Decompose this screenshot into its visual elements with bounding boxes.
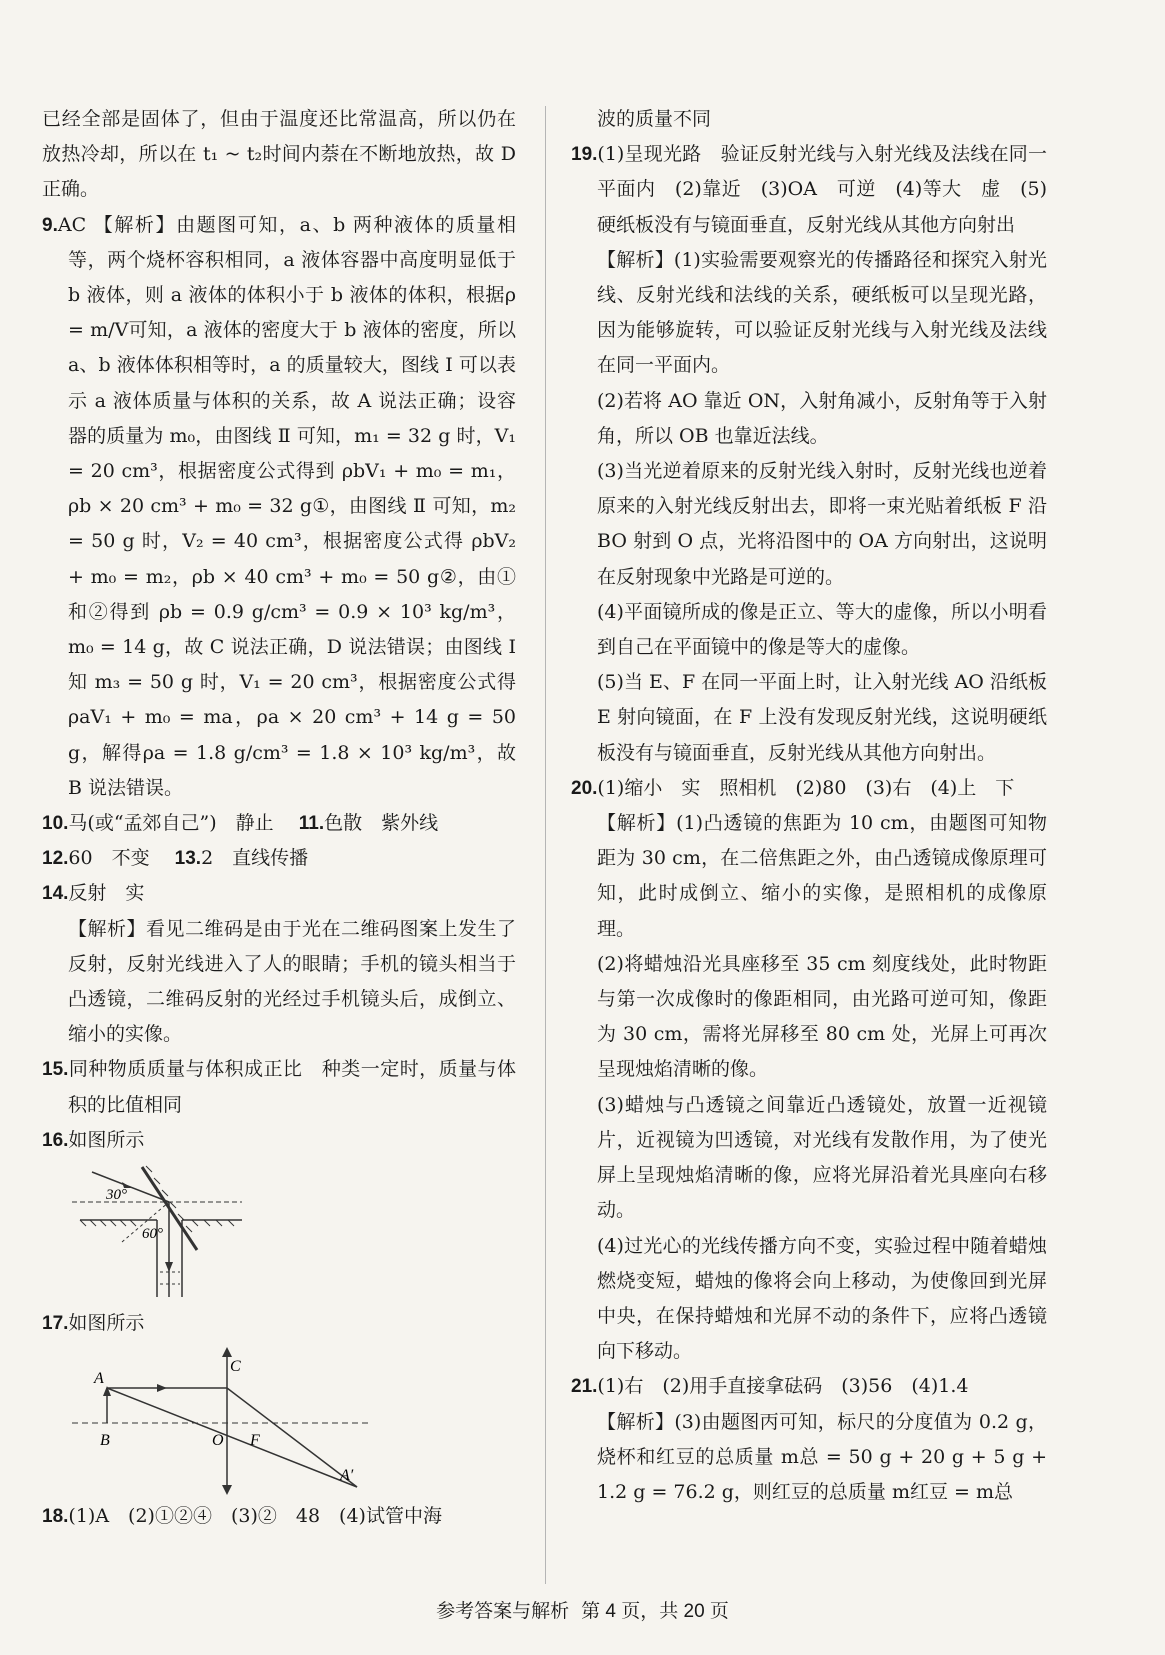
left-column	[42, 102, 516, 1535]
answer-20-analysis-1: 【解析】(1)凸透镜的焦距为 10 cm，由题图可知物距为 30 cm，在二倍焦距之外，由凸透镜成像原理可知，此时成倒立、缩小的实像，是照相机的成像原理。	[597, 812, 1047, 940]
answer-17: 17.如图所示	[42, 1312, 145, 1335]
answer-19-analysis-2: (2)若将 AO 靠近 ON，入射角减小，反射角等于入射角，所以 OB 也靠近法线。	[597, 389, 1047, 447]
label-C: C	[230, 1358, 241, 1376]
column-divider	[545, 106, 546, 1584]
answer-19-analysis-3: (3)当光逆着原来的反射光线入射时，反射光线也逆着原来的入射光线反射出去，即将一束光贴着纸板 F 沿 BO 射到 O 点，光将沿图中的 OA 方向射出，这说明在反射现象中光路是可逆的。	[597, 460, 1047, 588]
answer-16: 16.如图所示	[42, 1128, 145, 1151]
paragraph-continued: 已经全部是固体了，但由于温度还比常温高，所以仍在放热冷却，所以在 t₁ ~ t₂时间内萘在不断地放热，故 D 正确。	[42, 108, 516, 201]
answer-20-analysis-2: (2)将蜡烛沿光具座移至 35 cm 刻度线处，此时物距与第一次成像时的像距相同，由光路可逆可知，像距为 30 cm，需将光屏移至 80 cm 处，光屏上可再次呈现烛焰清晰的像。	[597, 952, 1047, 1081]
answer-14: 14.反射 实	[42, 882, 145, 905]
answer-19: 19.(1)呈现光路 验证反射光线与入射光线及法线在同一平面内 (2)靠近 (3)OA 可逆 (4)等大 虚 (5)硬纸板没有与镜面垂直，反射光线从其他方向射出	[571, 143, 1047, 236]
footer-page-number: 第 4 页，共 20 页	[581, 1601, 729, 1622]
answer-21-analysis-1: 【解析】(3)由题图丙可知，标尺的分度值为 0.2 g，烧杯和红豆的总质量 m总 = 50 g + 20 g + 5 g + 1.2 g = 76.2 g，则红豆的总质量 m红豆 = m总	[597, 1410, 1047, 1503]
answer-20-analysis-3: (3)蜡烛与凸透镜之间靠近凸透镜处，放置一近视镜片，近视镜为凹透镜，对光线有发散作用，为了使光屏上呈现烛焰清晰的像，应将光屏沿着光具座向右移动。	[597, 1093, 1047, 1222]
answer-18: 18.(1)A (2)①②④ (3)② 48 (4)试管中海	[42, 1505, 442, 1528]
label-F: F	[250, 1432, 260, 1450]
reflection-diagram	[72, 1162, 272, 1302]
answer-21: 21.(1)右 (2)用手直接拿砝码 (3)56 (4)1.4	[571, 1375, 969, 1398]
label-O: O	[212, 1432, 224, 1450]
answer-19-analysis-4: (4)平面镜所成的像是正立、等大的虚像，所以小明看到自己在平面镜中的像是等大的虚像。	[597, 600, 1047, 659]
angle-30-label: 30°	[106, 1187, 127, 1204]
page-footer	[0, 1596, 1165, 1623]
answer-12-13: 12.60 不变 13.2 直线传播	[42, 847, 309, 870]
right-column	[571, 102, 1047, 1510]
answer-14-analysis: 【解析】看见二维码是由于光在二维码图案上发生了反射，反射光线进入了人的眼睛；手机的镜头相当于凸透镜，二维码反射的光经过手机镜头后，成倒立、缩小的实像。	[68, 917, 516, 1046]
answer-20-analysis-4: (4)过光心的光线传播方向不变，实验过程中随着蜡烛燃烧变短，蜡烛的像将会向上移动，为使像回到光屏中央，在保持蜡烛和光屏不动的条件下，应将凸透镜向下移动。	[597, 1234, 1047, 1363]
answer-10-11: 10.马(或“孟郊自己”) 静止 11.色散 紫外线	[42, 812, 439, 835]
answer-19-analysis-1: 【解析】(1)实验需要观察光的传播路径和探究入射光线、反射光线和法线的关系，硬纸板可以呈现光路，因为能够旋转，可以验证反射光线与入射光线及法线在同一平面内。	[597, 248, 1047, 377]
label-B: B	[100, 1432, 110, 1450]
angle-60-label: 60°	[142, 1226, 163, 1243]
answer-9: 9.AC 【解析】由题图可知，a、b 两种液体的质量相等，两个烧杯容积相同，a 液体容器中高度明显低于 b 液体，则 a 液体的体积小于 b 液体的体积，根据ρ = m/V可知，a 液体的密度大于 b 液体的密度，所以 a、b 液体体积相等时，a 的质量较大，图线 Ⅰ 可以表示 a 液体质量与体积的关系，故 A 说法正确；设容器的质量为 m₀，由图线 Ⅱ 可知，m₁ = 32 g 时，V₁ = 20 cm³，根据密度公式得到 ρbV₁ + m₀ = m₁，ρb × 20 cm³ + m₀ = 32 g①，由图线 Ⅱ 可知，m₂ = 50 g 时，V₂ = 40 cm³，根据密度公式得 ρbV₂ + m₀ = m₂，ρb × 40 cm³ + m₀ = 50 g②，由①和②得到 ρb = 0.9 g/cm³ = 0.9 × 10³ kg/m³，m₀ = 14 g，故 C 说法正确，D 说法错误；由图线 Ⅰ 知 m₃ = 50 g 时，V₁ = 20 cm³，根据密度公式得ρaV₁ + m₀ = ma，ρa × 20 cm³ + 14 g = 50 g，解得ρa = 1.8 g/cm³ = 1.8 × 10³ kg/m³，故 B 说法错误。	[42, 213, 516, 799]
answer-20: 20.(1)缩小 实 照相机 (2)80 (3)右 (4)上 下	[571, 776, 1015, 799]
lens-ray-diagram	[72, 1345, 372, 1495]
answer-18-continued: 波的质量不同	[597, 108, 712, 130]
footer-title: 参考答案与解析	[436, 1601, 570, 1622]
label-A: A	[94, 1370, 104, 1388]
label-A-prime: A′	[340, 1467, 354, 1485]
answer-19-analysis-5: (5)当 E、F 在同一平面上时，让入射光线 AO 沿纸板 E 射向镜面，在 F 上没有发现反射光线，这说明硬纸板没有与镜面垂直，反射光线从其他方向射出。	[597, 671, 1047, 764]
answer-15: 15.同种物质质量与体积成正比 种类一定时，质量与体积的比值相同	[42, 1058, 516, 1116]
